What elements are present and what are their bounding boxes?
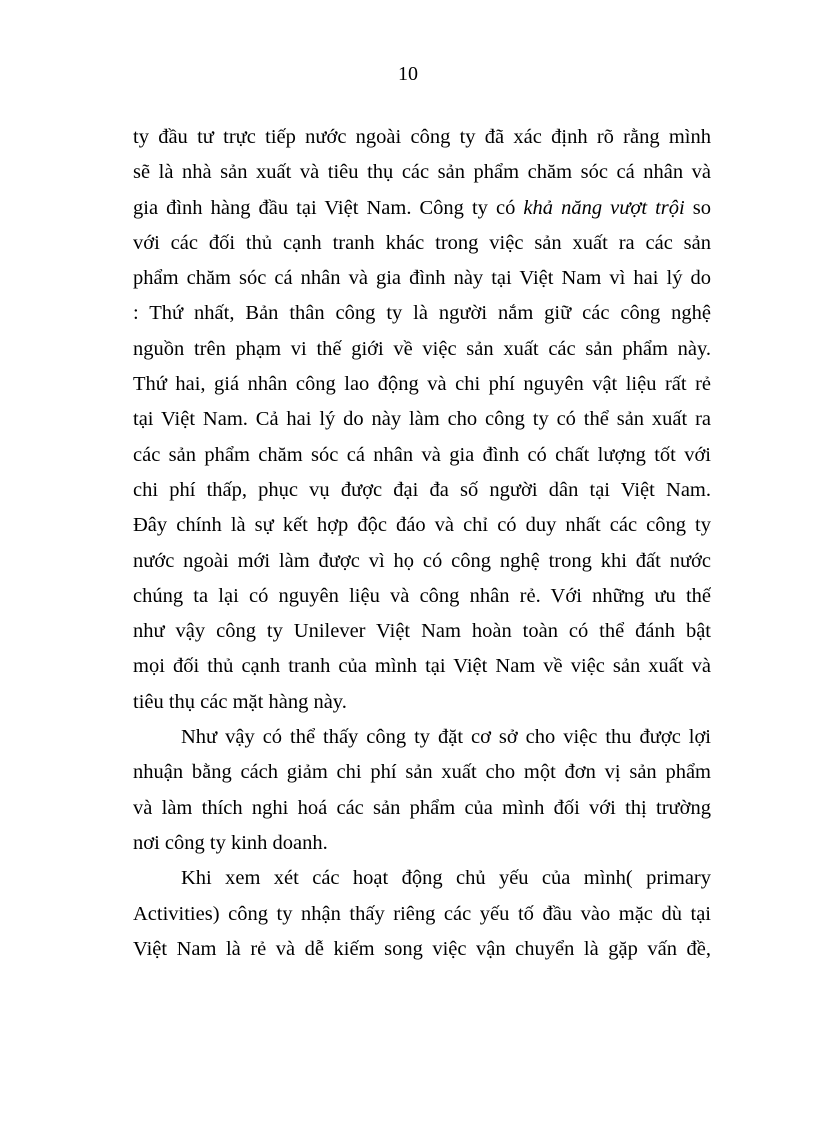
paragraph-1-line: nguồn trên phạm vi thế giới về việc sản xuất các sản phẩm này. [133,337,711,360]
paragraph-1-line: Thứ hai, giá nhân công lao động và chi phí nguyên vật liệu rất rẻ [133,373,711,396]
page-number: 10 [398,63,418,85]
paragraph-1-line: sẽ là nhà sản xuất và tiêu thụ các sản phẩm chăm sóc cá nhân và [133,161,711,184]
paragraph-1-line: : Thứ nhất, Bản thân công ty là người nắm giữ các công nghệ [133,302,711,325]
paragraph-1-line: phẩm chăm sóc cá nhân và gia đình này tại Việt Nam vì hai lý do [133,267,711,290]
paragraph-1-line: nước ngoài mới làm được vì họ có công nghệ trong khi đất nước [133,549,711,572]
paragraph-1-line [133,191,711,226]
paragraph-1-line: các sản phẩm chăm sóc cá nhân và gia đình có chất lượng tốt với [133,443,711,466]
paragraph-1-line: với các đối thủ cạnh tranh khác trong việc sản xuất ra các sản [133,231,711,254]
paragraph-3-line: Activities) công ty nhận thấy riêng các yếu tố đầu vào mặc dù tại [133,902,711,925]
emphasis-text: khả năng vượt trội [523,196,685,219]
paragraph-1-line: tiêu thụ các mặt hàng này. [133,690,347,713]
text-run: gia đình hàng đầu tại Việt Nam. Công ty có [133,196,524,219]
body-text [133,120,711,967]
paragraph-2-line: nơi công ty kinh doanh. [133,831,328,854]
paragraph-2-line: và làm thích nghi hoá các sản phẩm của mình đối với thị trường [133,796,711,819]
paragraph-1-line: như vậy công ty Unilever Việt Nam hoàn toàn có thể đánh bật [133,620,711,643]
paragraph-2-line: Như vậy có thể thấy công ty đặt cơ sở cho việc thu được lợi [181,726,711,749]
paragraph-1-line: chúng ta lại có nguyên liệu và công nhân rẻ. Với những ưu thế [133,584,711,607]
paragraph-1-line: Đây chính là sự kết hợp độc đáo và chỉ có duy nhất các công ty [133,514,711,537]
paragraph-1-line: ty đầu tư trực tiếp nước ngoài công ty đã xác định rõ rằng mình [133,126,711,148]
text-run: so [684,196,711,219]
paragraph-1-line: chi phí thấp, phục vụ được đại đa số người dân tại Việt Nam. [133,478,711,501]
paragraph-2-line: nhuận bằng cách giảm chi phí sản xuất cho một đơn vị sản phẩm [133,761,711,784]
paragraph-3-line: Khi xem xét các hoạt động chủ yếu của mình( primary [181,867,711,890]
paragraph-3-line: Việt Nam là rẻ và dễ kiếm song việc vận chuyển là gặp vấn đề, [133,937,711,960]
paragraph-1-line: tại Việt Nam. Cả hai lý do này làm cho công ty có thể sản xuất ra [133,408,711,431]
paragraph-1-line: mọi đối thủ cạnh tranh của mình tại Việt Nam về việc sản xuất và [133,655,711,678]
